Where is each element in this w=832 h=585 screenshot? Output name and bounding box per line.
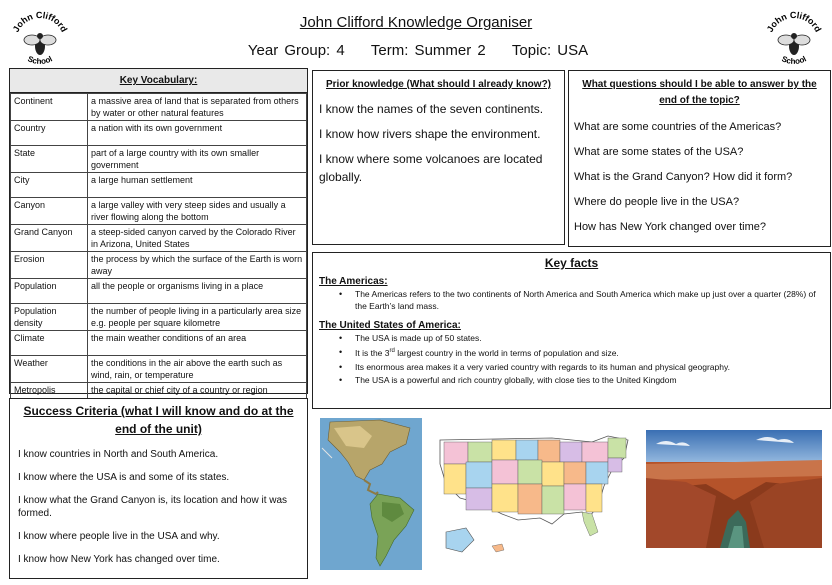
vocabulary-term: Population density <box>11 304 88 331</box>
vocabulary-definition: a steep-sided canyon carved by the Colorado River in Arizona, United States <box>88 225 307 252</box>
vocabulary-definition: a large valley with very steep sides and usually a river flowing along the bottom <box>88 198 307 225</box>
vocabulary-term: Canyon <box>11 198 88 225</box>
vocabulary-definition: the number of people living in a particularly area size e.g. people per square kilometre <box>88 304 307 331</box>
key-vocabulary-heading: Key Vocabulary: <box>10 69 307 93</box>
vocabulary-term: Weather <box>11 356 88 383</box>
usa-states-map-image <box>432 428 638 568</box>
question-item: What is the Grand Canyon? How did it form? <box>574 171 793 183</box>
vocabulary-row <box>11 331 307 356</box>
americas-map-image <box>320 418 422 570</box>
key-fact-item: • The USA is made up of 50 states. <box>313 333 830 345</box>
svg-text:School: School <box>780 54 808 66</box>
questions-heading: What questions should I be able to answer by the end of the topic? <box>582 79 817 106</box>
vocabulary-row <box>11 279 307 304</box>
prior-knowledge-heading: Prior knowledge (What should I already know?) <box>325 79 552 90</box>
key-fact-item: • The USA is a powerful and rich country globally, with close ties to the United Kingdom <box>313 375 830 387</box>
year-group: Year Group: 4 <box>247 42 345 59</box>
key-facts-section-title: The United States of America: <box>319 320 461 331</box>
success-criteria-item: I know what the Grand Canyon is, its location and how it was formed. <box>18 495 288 519</box>
vocabulary-definition: a large human settlement <box>88 173 307 198</box>
vocabulary-row <box>11 198 307 225</box>
key-fact-item <box>313 347 830 360</box>
vocabulary-table <box>10 93 307 408</box>
vocabulary-definition: the process by which the surface of the Earth is worn away <box>88 252 307 279</box>
grand-canyon-photo <box>646 430 822 548</box>
key-facts-list <box>313 333 830 387</box>
vocabulary-definition: a nation with its own government <box>88 121 307 146</box>
question-item: How has New York changed over time? <box>574 221 766 233</box>
questions-panel <box>568 70 831 247</box>
vocabulary-definition: a massive area of land that is separated from others by water or other natural features <box>88 94 307 121</box>
vocabulary-term: Metropolis <box>11 383 88 408</box>
vocabulary-row <box>11 304 307 331</box>
vocabulary-term: State <box>11 146 88 173</box>
question-item: What are some states of the USA? <box>574 146 744 158</box>
vocabulary-definition: the capital or chief city of a country or region <box>88 383 307 408</box>
vocabulary-term: City <box>11 173 88 198</box>
success-criteria-item: I know where the USA is and some of its states. <box>18 472 230 483</box>
vocabulary-term: Continent <box>11 94 88 121</box>
vocabulary-definition: all the people or organisms living in a place <box>88 279 307 304</box>
success-criteria-panel <box>9 398 308 579</box>
vocabulary-term: Population <box>11 279 88 304</box>
vocabulary-term: Climate <box>11 331 88 356</box>
vocabulary-row <box>11 94 307 121</box>
prior-knowledge-item: I know how rivers shape the environment. <box>319 127 541 141</box>
svg-text:John Clifford: John Clifford <box>764 9 824 34</box>
key-fact-superscript-text: It is the 3rd largest country in the world in terms of population and size. <box>355 348 619 359</box>
key-facts-section-title: The Americas: <box>319 276 388 287</box>
key-vocabulary-panel <box>9 68 308 394</box>
success-criteria-item: I know how New York has changed over time. <box>18 554 220 565</box>
vocabulary-row <box>11 146 307 173</box>
vocabulary-row <box>11 173 307 198</box>
page-title: John Clifford Knowledge Organiser <box>299 14 533 31</box>
vocabulary-row <box>11 356 307 383</box>
svg-text:School: School <box>26 54 54 66</box>
key-facts-panel <box>312 252 831 409</box>
key-facts-heading: Key facts <box>544 256 599 270</box>
prior-knowledge-panel <box>312 70 565 245</box>
success-criteria-heading: Success Criteria (what I will know and do at the end of the unit) <box>23 404 294 436</box>
page-subheading <box>0 42 832 59</box>
vocabulary-term: Country <box>11 121 88 146</box>
vocabulary-definition: part of a large country with its own smaller government <box>88 146 307 173</box>
vocabulary-row <box>11 252 307 279</box>
svg-text:John Clifford: John Clifford <box>10 9 70 34</box>
vocabulary-row <box>11 121 307 146</box>
term: Term: Summer 2 <box>370 42 486 59</box>
key-facts-list <box>313 289 830 312</box>
vocabulary-term: Erosion <box>11 252 88 279</box>
vocabulary-row <box>11 225 307 252</box>
key-fact-item: • Its enormous area makes it a very varied country with regards to its human and physical geography. <box>313 362 830 374</box>
prior-knowledge-item: I know where some volcanoes are located globally. <box>319 152 543 184</box>
question-item: What are some countries of the Americas? <box>574 121 782 133</box>
success-criteria-item: I know countries in North and South America. <box>18 449 219 460</box>
vocabulary-definition: the conditions in the air above the earth such as wind, rain, or temperature <box>88 356 307 383</box>
question-item: Where do people live in the USA? <box>574 196 740 208</box>
prior-knowledge-item: I know the names of the seven continents. <box>319 102 544 116</box>
vocabulary-term: Grand Canyon <box>11 225 88 252</box>
topic: Topic: USA <box>511 42 589 59</box>
key-fact-item: • The Americas refers to the two continents of North America and South America which make up just over a quarter (28%) of the Earth’s land mass. <box>313 289 830 312</box>
success-criteria-item: I know where people live in the USA and why. <box>18 531 220 542</box>
vocabulary-definition: the main weather conditions of an area <box>88 331 307 356</box>
